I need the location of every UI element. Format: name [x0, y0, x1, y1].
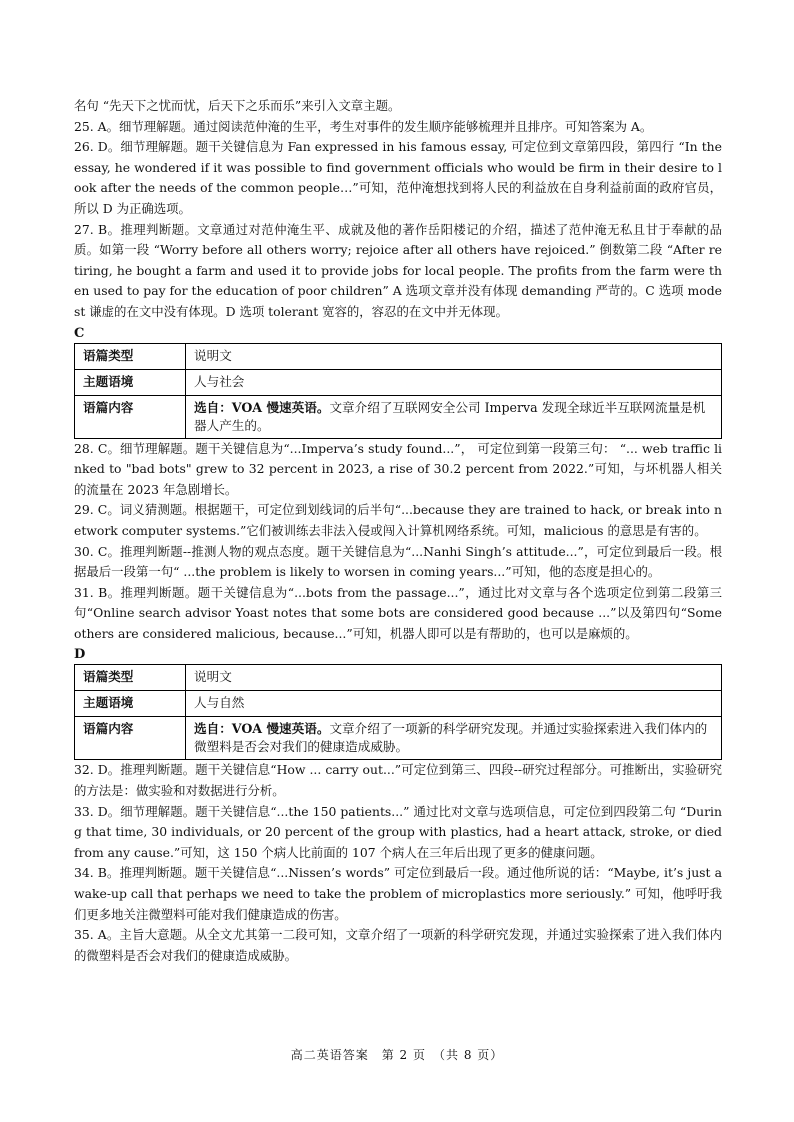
content-source: 选自：VOA 慢速英语。: [194, 721, 330, 737]
section-d-table: [74, 664, 722, 760]
answer-29: 29. C。词义猜测题。根据题干，可定位到划线词的后半句“...because they are trained to hack, or break into network computer systems.”它们被训练去非法入侵或闯入计算机网络系统。可知，malicious 的意思是有害的。: [74, 502, 722, 538]
answer-31: 31. B。推理判断题。题干关键信息为“...bots from the passage...”，通过比对文章与各个选项定位到第二段第三句“Online search advisor Yoast notes that some bots are considered good because ...”以及第四句“Some others are considered malicious, because...”可知，机器人即可以是有帮助的，也可以是麻烦的。: [74, 584, 722, 641]
page-footer: 高二英语答案 第 2 页 （共 8 页）: [290, 1048, 504, 1062]
answer-33: 33. D。细节理解题。题干关键信息“...the 150 patients...” 通过比对文章与选项信息，可定位到四段第二句 “During that time, 30 individuals, or 20 percent of the group with plastics, had a heart attack, stroke, or died from any cause.”可知，这 150 个病人比前面的 107 个病人在三年后出现了更多的健康问题。: [74, 803, 722, 860]
section-c-label: C: [74, 325, 85, 341]
theme-key: 主题语境: [75, 691, 186, 717]
genre-key: 语篇类型: [75, 665, 186, 691]
answer-28: 28. C。细节理解题。题干关键信息为“...Imperva’s study found...”， 可定位到第一段第三句： “... web traffic linked to "bad bots" grew to 32 percent in 2023, a rise of 30.2 percent from 2022.”可知，与坏机器人相关的流量在 2023 年急剧增长。: [74, 440, 722, 497]
answer-34: 34. B。推理判断题。题干关键信息“...Nissen’s words” 可定位到最后一段。通过他所说的话：“Maybe, it’s just a wake-up call that perhaps we need to take the problem of microplastics more seriously.” 可知，他呼吁我们更多地关注微塑料可能对我们健康造成的伤害。: [74, 865, 722, 922]
paragraph-intro: 名句 “先天下之忧而忧，后天下之乐而乐”来引入文章主题。: [74, 98, 401, 113]
content-value: [186, 395, 722, 438]
content-key: 语篇内容: [75, 717, 186, 760]
section-c-table: [74, 343, 722, 439]
answer-26: 26. D。细节理解题。题干关键信息为 Fan expressed in his famous essay, 可定位到文章第四段，第四行 “In the essay, he wondered if it was possible to find government officials who would be firm in their desire to look after the needs of the common people…”可知，范仲淹想找到将人民的利益放在自身利益前面的政府官员，所以 D 为正确选项。: [74, 139, 722, 216]
answer-30: 30. C。推理判断题--推测人物的观点态度。题干关键信息为“...Nanhi Singh’s attitude...”，可定位到最后一段。根据最后一段第一句“ ...the problem is likely to worsen in coming years...”可知，他的态度是担心的。: [74, 543, 722, 580]
content-source: 选自：VOA 慢速英语。: [194, 399, 330, 415]
theme-value: 人与自然: [186, 691, 722, 717]
theme-key: 主题语境: [75, 369, 186, 395]
genre-value: 说明文: [186, 343, 722, 369]
genre-key: 语篇类型: [75, 343, 186, 369]
answer-25: 25. A。细节理解题。通过阅读范仲淹的生平，考生对事件的发生顺序能够梳理并且排序。可知答案为 A。: [74, 118, 653, 134]
answer-page: [74, 96, 722, 966]
content-summary: 文章介绍了一项新的科学研究发现。并通过实验探索进入我们体内的微塑料是否会对我们的健康造成威胁。: [194, 721, 708, 755]
answer-27: 27. B。推理判断题。文章通过对范仲淹生平、成就及他的著作岳阳楼记的介绍，描述了范仲淹无私且甘于奉献的品质。如第一段 “Worry before all others worry; rejoice after all others have rejoiced.” 倒数第二段 “After retiring, he bought a farm and used it to provide jobs for local people. The profits from the farm were then used to pay for the education of poor children” A 选项文章并没有体现 demanding 严苛的。C 选项 modest 谦虚的在文中没有体现。D 选项 tolerant 宽容的，容忍的在文中并无体现。: [74, 221, 722, 319]
answer-35: 35. A。主旨大意题。从全文尤其第一二段可知，文章介绍了一项新的科学研究发现，并通过实验探索了进入我们体内的微塑料是否会对我们的健康造成威胁。: [74, 927, 722, 963]
section-d-label: D: [74, 647, 86, 663]
content-value: [186, 717, 722, 760]
content-summary: 文章介绍了互联网安全公司 Imperva 发现全球近半互联网流量是机器人产生的。: [194, 399, 706, 433]
genre-value: 说明文: [186, 665, 722, 691]
answer-32: 32. D。推理判断题。题干关键信息“How ... carry out...”可定位到第三、四段--研究过程部分。可推断出，实验研究的方法是：做实验和对数据进行分析。: [74, 762, 722, 799]
theme-value: 人与社会: [186, 369, 722, 395]
content-key: 语篇内容: [75, 395, 186, 438]
